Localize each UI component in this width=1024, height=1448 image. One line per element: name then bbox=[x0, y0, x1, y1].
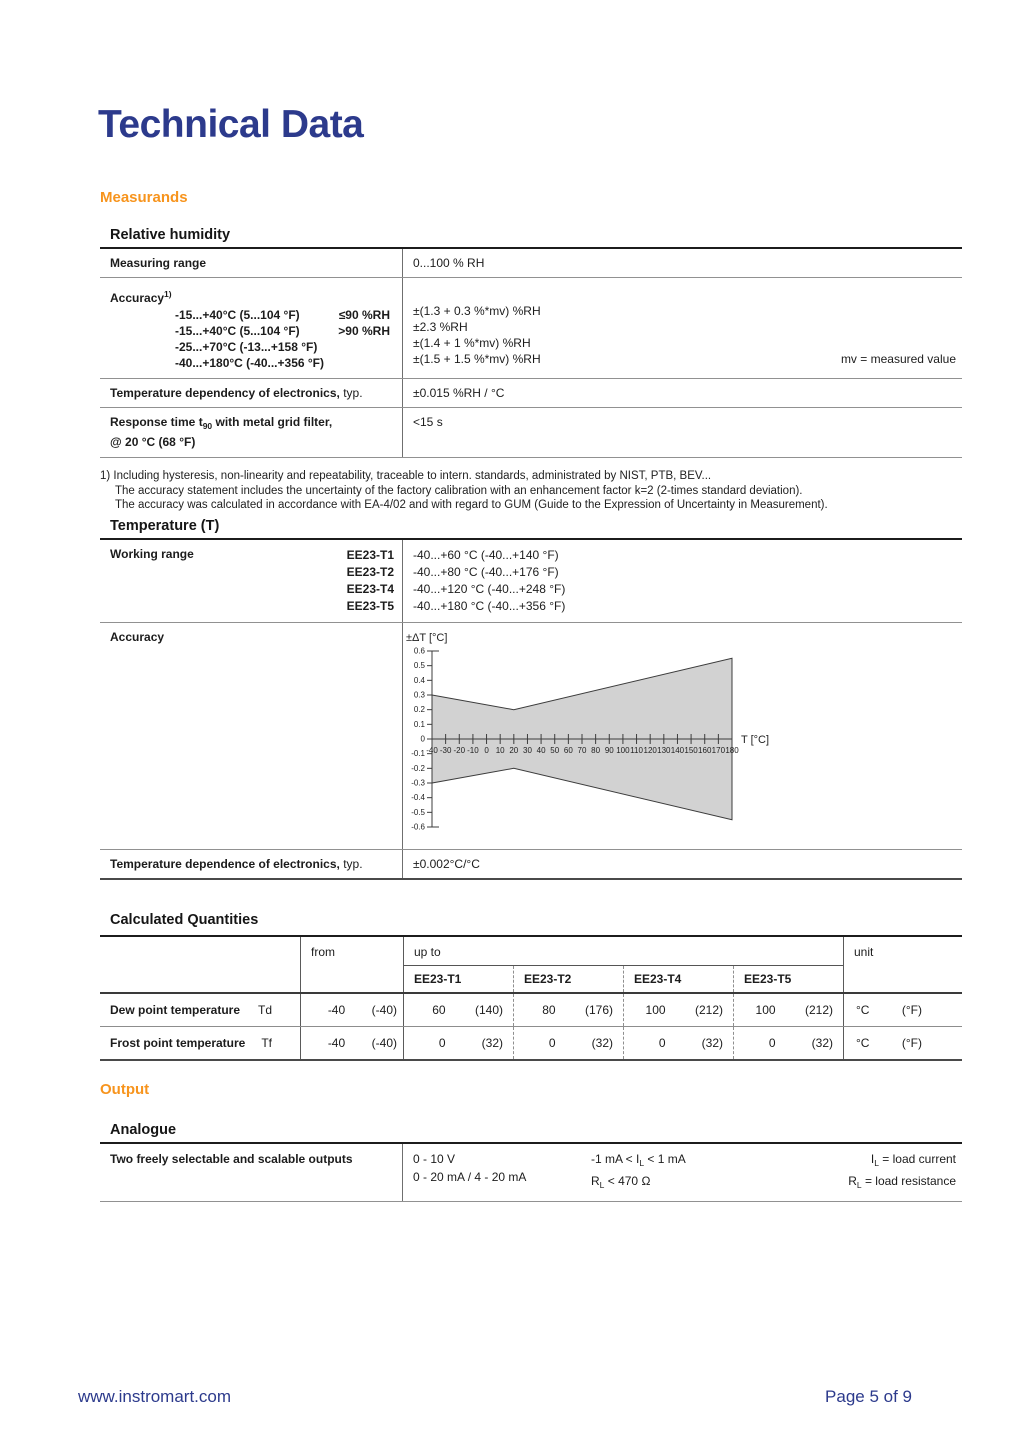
svg-text:T [°C]: T [°C] bbox=[741, 734, 770, 746]
svg-text:40: 40 bbox=[536, 746, 546, 755]
svg-text:130: 130 bbox=[657, 746, 671, 755]
table-row bbox=[100, 249, 962, 278]
analogue-row-label: Two freely selectable and scalable outputs bbox=[100, 1144, 403, 1201]
svg-text:±ΔT [°C]: ±ΔT [°C] bbox=[406, 632, 448, 644]
working-range-cell bbox=[100, 540, 403, 622]
table-row bbox=[100, 408, 962, 458]
relative-humidity-section bbox=[100, 227, 962, 513]
accuracy-condition: -25...+70°C (-13...+158 °F) bbox=[175, 340, 318, 354]
accuracy-label: Accuracy$^{1)}$ bbox=[110, 289, 172, 305]
svg-text:-0.5: -0.5 bbox=[411, 807, 425, 817]
measuring-range-value: 0...100 % RH bbox=[413, 256, 485, 270]
table-row bbox=[100, 540, 962, 623]
accuracy-chart bbox=[405, 631, 962, 843]
col-header-from: from bbox=[300, 937, 403, 966]
working-range-values: -40...+60 °C (-40...+140 °F) -40...+80 °C (-40...+176 °F) -40...+120 °C (-40...+248 °F) -40...+180 °C (-40...+356 °F) bbox=[413, 548, 566, 613]
footnote-line: 1) Including hysteresis, non-linearity and repeatability, traceable to intern. standards, administrated by NIST, PTB, BEV... bbox=[100, 470, 712, 482]
accuracy-condition: -40...+180°C (-40...+356 °F) bbox=[175, 356, 325, 370]
analogue-values bbox=[403, 1144, 962, 1201]
svg-text:0.6: 0.6 bbox=[413, 646, 425, 656]
svg-text:80: 80 bbox=[591, 746, 601, 755]
model-header: EE23-T5 bbox=[733, 966, 843, 992]
footnote-line: The accuracy was calculated in accordance with EA-4/02 and with regard to GUM (Guide to the Expression of Uncertainty in Measurement). bbox=[115, 499, 828, 511]
table-row-frost-point: Frost point temperature Tf -40 (-40) 0 (32) 0 (32) 0 (32) 0 (32) °C (°F) bbox=[100, 1027, 962, 1061]
accuracy-condition: -15...+40°C (5...104 °F) >90 %RH bbox=[175, 324, 390, 338]
svg-text:110: 110 bbox=[630, 746, 643, 755]
relative-humidity-table bbox=[100, 247, 962, 458]
load-notes: $I_L$ = load current $R_L$ = load resistance bbox=[848, 1152, 956, 1190]
temp-dependency-value: ±0.015 %RH / °C bbox=[413, 386, 505, 400]
response-time-label: Response time $t_{90}$ with metal grid filter, @ 20 °C (68 °F) bbox=[100, 408, 403, 457]
model-header: EE23-T4 bbox=[623, 966, 733, 992]
accuracy-value-with-note: ±(1.5 + 1.5 %*mv) %RH mv = measured value bbox=[413, 352, 956, 366]
analogue-section bbox=[100, 1122, 962, 1202]
footer-page-indicator: Page 5 of 9 bbox=[825, 1387, 912, 1406]
svg-text:30: 30 bbox=[523, 746, 532, 755]
calculated-quantities-heading: Calculated Quantities bbox=[110, 912, 259, 928]
svg-text:100: 100 bbox=[616, 746, 630, 755]
load-conditions: -1 mA < $I_L < 1$ mA $R_L < 470$ Ω bbox=[591, 1152, 686, 1190]
measured-value-note: mv = measured value bbox=[840, 352, 956, 366]
table-row bbox=[100, 379, 962, 408]
model-list: EE23-T1 EE23-T2 EE23-T4 EE23-T5 bbox=[346, 548, 394, 613]
accuracy-label-cell bbox=[100, 278, 403, 378]
svg-text:180: 180 bbox=[725, 746, 739, 755]
working-range-label: Working range bbox=[110, 547, 194, 561]
calculated-quantities-section bbox=[100, 912, 962, 1061]
temp-dependence-value: ±0.002°C/°C bbox=[413, 857, 480, 871]
accuracy-condition: -15...+40°C (5...104 °F) ≤90 %RH bbox=[175, 308, 390, 322]
accuracy-value: ±(1.4 + 1 %*mv) %RH bbox=[413, 336, 531, 350]
svg-text:0.5: 0.5 bbox=[413, 661, 425, 671]
footnotes bbox=[100, 469, 962, 513]
temperature-table bbox=[100, 538, 962, 880]
svg-text:-10: -10 bbox=[467, 746, 479, 755]
svg-text:-0.2: -0.2 bbox=[411, 763, 425, 773]
svg-text:160: 160 bbox=[698, 746, 712, 755]
svg-text:0.4: 0.4 bbox=[413, 675, 425, 685]
temperature-accuracy-label: Accuracy bbox=[100, 623, 403, 849]
page-title: Technical Data bbox=[98, 103, 364, 146]
section-heading-measurands: Measurands bbox=[100, 189, 188, 206]
svg-text:60: 60 bbox=[563, 746, 573, 755]
footnote-line: The accuracy statement includes the uncertainty of the factory calibration with an enhancement factor k=2 (2-times standard deviation). bbox=[115, 484, 803, 497]
footnote-ref: 1) bbox=[164, 289, 172, 299]
temp-dependence-label: Temperature dependence of electronics, typ. bbox=[100, 850, 403, 878]
svg-text:-40: -40 bbox=[426, 746, 438, 755]
svg-text:0: 0 bbox=[484, 746, 489, 755]
table-row-dew-point: Dew point temperature Td -40 (-40) 60 (140) 80 (176) 100 (212) 100 (212) °C (°F) bbox=[100, 994, 962, 1027]
svg-text:-0.1: -0.1 bbox=[411, 749, 425, 759]
output-ranges: 0 - 10 V 0 - 20 mA / 4 - 20 mA bbox=[413, 1152, 527, 1184]
svg-text:-0.3: -0.3 bbox=[411, 778, 425, 788]
col-header-unit: unit bbox=[843, 937, 962, 966]
accuracy-value: ±(1.3 + 0.3 %*mv) %RH bbox=[413, 304, 541, 318]
table-subheader-row bbox=[100, 966, 962, 994]
svg-text:150: 150 bbox=[684, 746, 698, 755]
table-row bbox=[100, 623, 962, 850]
section-heading-output: Output bbox=[100, 1081, 150, 1098]
relative-humidity-heading: Relative humidity bbox=[110, 227, 231, 243]
measuring-range-label: Measuring range bbox=[100, 249, 403, 277]
svg-text:0: 0 bbox=[420, 734, 425, 744]
calculated-quantities-table bbox=[100, 935, 962, 1061]
svg-text:0.1: 0.1 bbox=[413, 719, 425, 729]
table-row bbox=[100, 278, 962, 379]
svg-text:20: 20 bbox=[509, 746, 519, 755]
svg-text:120: 120 bbox=[643, 746, 657, 755]
svg-text:90: 90 bbox=[604, 746, 614, 755]
temperature-section bbox=[100, 518, 962, 880]
temperature-heading: Temperature (T) bbox=[110, 518, 220, 534]
table-row bbox=[100, 850, 962, 880]
table-row bbox=[100, 1144, 962, 1202]
accuracy-value: ±2.3 %RH bbox=[413, 320, 468, 334]
svg-text:0.2: 0.2 bbox=[413, 705, 425, 715]
svg-text:70: 70 bbox=[577, 746, 587, 755]
accuracy-chart-cell bbox=[403, 623, 962, 849]
response-time-value: <15 s bbox=[413, 415, 443, 429]
model-header: EE23-T2 bbox=[513, 966, 623, 992]
table-header-row bbox=[100, 935, 962, 966]
svg-text:-0.6: -0.6 bbox=[411, 822, 425, 832]
svg-text:140: 140 bbox=[670, 746, 685, 755]
accuracy-value-cell bbox=[403, 278, 962, 378]
svg-text:10: 10 bbox=[495, 746, 505, 755]
footer-website: www.instromart.com bbox=[78, 1387, 232, 1406]
svg-text:170: 170 bbox=[711, 746, 726, 755]
svg-text:0.3: 0.3 bbox=[413, 690, 425, 700]
model-header: EE23-T1 bbox=[403, 966, 513, 992]
analogue-heading: Analogue bbox=[110, 1122, 177, 1138]
temp-dependency-label: Temperature dependency of electronics, typ. bbox=[100, 379, 403, 407]
svg-text:-20: -20 bbox=[453, 746, 466, 755]
svg-text:-0.4: -0.4 bbox=[411, 793, 425, 803]
svg-text:-30: -30 bbox=[439, 746, 452, 755]
col-header-upto: up to bbox=[403, 937, 843, 966]
svg-text:50: 50 bbox=[550, 746, 560, 755]
analogue-table bbox=[100, 1142, 962, 1202]
